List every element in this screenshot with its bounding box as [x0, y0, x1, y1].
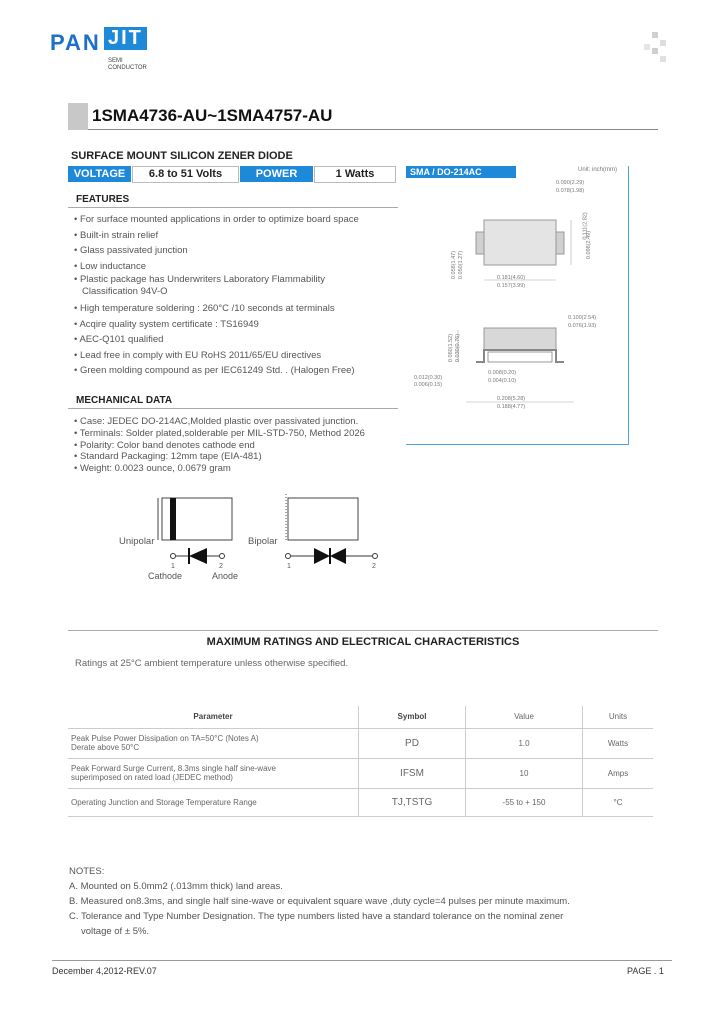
dim-label: 0.188(4.77)	[497, 404, 526, 410]
value-cell: 10	[466, 758, 583, 788]
pin-label: 2	[219, 563, 223, 570]
dim-label: 0.208(5.28)	[497, 396, 526, 402]
dim-label: 0.078(1.98)	[556, 188, 585, 194]
dim-label: 0.098(2.49)	[586, 230, 593, 260]
list-item: • For surface mounted applications in order to optimize board space	[74, 214, 359, 225]
list-item: • High temperature soldering : 260°C /10 seconds at terminals	[74, 303, 335, 314]
divider	[68, 630, 658, 631]
features-list	[74, 212, 374, 379]
anode-label: Anode	[212, 571, 239, 581]
divider	[68, 207, 398, 208]
note-a: A. Mounted on 5.0mm2 (.013mm thick) land areas.	[69, 881, 283, 892]
unit-cell: Watts	[583, 728, 654, 758]
note-c: C. Tolerance and Type Number Designation. The type numbers listed have a standard tolerance on the nominal zener	[69, 911, 564, 922]
package-name: SMA / DO-214AC	[406, 166, 516, 178]
list-item: • Low inductance	[74, 260, 146, 272]
table-row	[68, 788, 653, 816]
symbol-cell: IFSM	[359, 758, 466, 788]
dim-label: 0.090(2.29)	[556, 180, 585, 186]
unipolar-label: Unipolar	[119, 536, 155, 547]
title-marker	[68, 103, 88, 130]
table-row	[68, 758, 653, 788]
value-cell: -55 to + 150	[466, 788, 583, 816]
value-cell: 1.0	[466, 728, 583, 758]
dim-label: 0.076(1.93)	[568, 323, 597, 329]
dim-label: 0.157(3.99)	[497, 283, 526, 289]
list-item: • Lead free in comply with EU RoHS 2011/65/EU directives	[74, 349, 322, 361]
table-row	[68, 728, 653, 758]
dim-label: 0.181(4.60)	[497, 275, 526, 281]
dim-label: 0.100(2.54)	[568, 315, 597, 321]
list-item: • Glass passivated junction	[74, 245, 188, 256]
ratings-title: MAXIMUM RATINGS AND ELECTRICAL CHARACTERISTICS	[206, 636, 520, 648]
list-item: • Built-in strain relief	[74, 229, 159, 241]
param-cell: Peak Pulse Power Dissipation on TA=50°C (Notes A) Derate above 50°C	[68, 728, 359, 758]
column-header: Value	[466, 706, 583, 728]
mechanical-heading: MECHANICAL DATA	[76, 395, 173, 406]
table-header-row	[68, 706, 653, 728]
bipolar-label: Bipolar	[248, 536, 278, 547]
symbol-cell: TJ,TSTG	[359, 788, 466, 816]
voltage-label: VOLTAGE	[68, 166, 131, 182]
package-unit: Unit: inch(mm)	[578, 167, 618, 173]
list-item: • Green molding compound as per IEC61249 Std. . (Halogen Free)	[74, 365, 355, 376]
ratings-note: Ratings at 25°C ambient temperature unless otherwise specified.	[75, 658, 349, 669]
product-subtitle: SURFACE MOUNT SILICON ZENER DIODE	[71, 150, 293, 162]
note-c-cont: voltage of ± 5%.	[81, 926, 150, 937]
column-header: Parameter	[68, 706, 359, 728]
param-cell: Peak Forward Surge Current, 8.3ms single half sine-wave superimposed on rated load (JEDEC method)	[68, 758, 359, 788]
divider	[68, 408, 398, 409]
footer-divider	[52, 960, 672, 961]
dim-label: 0.111(2.82)	[582, 212, 589, 240]
voltage-value: 6.8 to 51 Volts	[132, 166, 239, 183]
brand-subtitle: SEMI CONDUCTOR	[108, 58, 147, 71]
brand-logo-jit: JIT	[104, 27, 147, 50]
list-item: • AEC-Q101 qualified	[74, 334, 164, 345]
list-item: • Standard Packaging: 12mm tape (EIA-481)	[74, 451, 262, 463]
power-label: POWER	[240, 166, 313, 182]
dim-label: 0.006(0.15)	[414, 382, 443, 388]
mechanical-list	[74, 416, 404, 475]
footer-date: December 4,2012-REV.07	[52, 966, 157, 976]
note-b: B. Measured on8.3ms, and single half sine-wave or equivalent square wave ,duty cycle=4 pulses per minute maximum.	[69, 896, 570, 907]
symbol-cell: PD	[359, 728, 466, 758]
list-item: • Case: JEDEC DO-214AC,Molded plastic over passivated junction.	[74, 416, 359, 427]
dim-label: 0.030(0.76)	[455, 333, 462, 363]
dim-label: 0.058(1.47)	[451, 250, 458, 280]
package-outline-drawing	[406, 180, 628, 442]
cathode-label: Cathode	[148, 571, 183, 581]
page-number: PAGE . 1	[627, 966, 664, 976]
list-item: • Polarity: Color band denotes cathode end	[74, 439, 255, 451]
list-item: • Acqire quality system certificate : TS16949	[74, 318, 259, 330]
param-cell: Operating Junction and Storage Temperature Range	[68, 788, 359, 816]
column-header: Units	[583, 706, 654, 728]
list-item: • Plastic package has Underwriters Laboratory Flammability Classification 94V-O	[74, 274, 325, 297]
unit-cell: Amps	[583, 758, 654, 788]
dim-label: 0.012(0.30)	[414, 375, 443, 381]
dim-label: 0.060(1.52)	[448, 333, 455, 363]
column-header: Symbol	[359, 706, 466, 728]
unit-cell: °C	[583, 788, 654, 816]
pin-label: 2	[372, 563, 376, 570]
pin-label: 1	[287, 563, 291, 570]
features-heading: FEATURES	[76, 194, 130, 205]
list-item: • Terminals: Solder plated,solderable per MIL-STD-750, Method 2026	[74, 427, 365, 439]
ratings-table	[68, 706, 653, 817]
dim-label: 0.050(1.27)	[458, 250, 465, 280]
list-item: • Weight: 0.0023 ounce, 0.0679 gram	[74, 463, 231, 475]
dim-label: 0.004(0.10)	[488, 378, 517, 384]
pin-label: 1	[171, 563, 175, 570]
page-title: 1SMA4736-AU~1SMA4757-AU	[92, 106, 333, 125]
brand-logo: PAN	[50, 30, 101, 55]
power-value: 1 Watts	[314, 166, 396, 183]
dim-label: 0.008(0.20)	[488, 370, 517, 376]
notes-heading: NOTES:	[69, 866, 105, 877]
notes-block	[69, 864, 570, 939]
